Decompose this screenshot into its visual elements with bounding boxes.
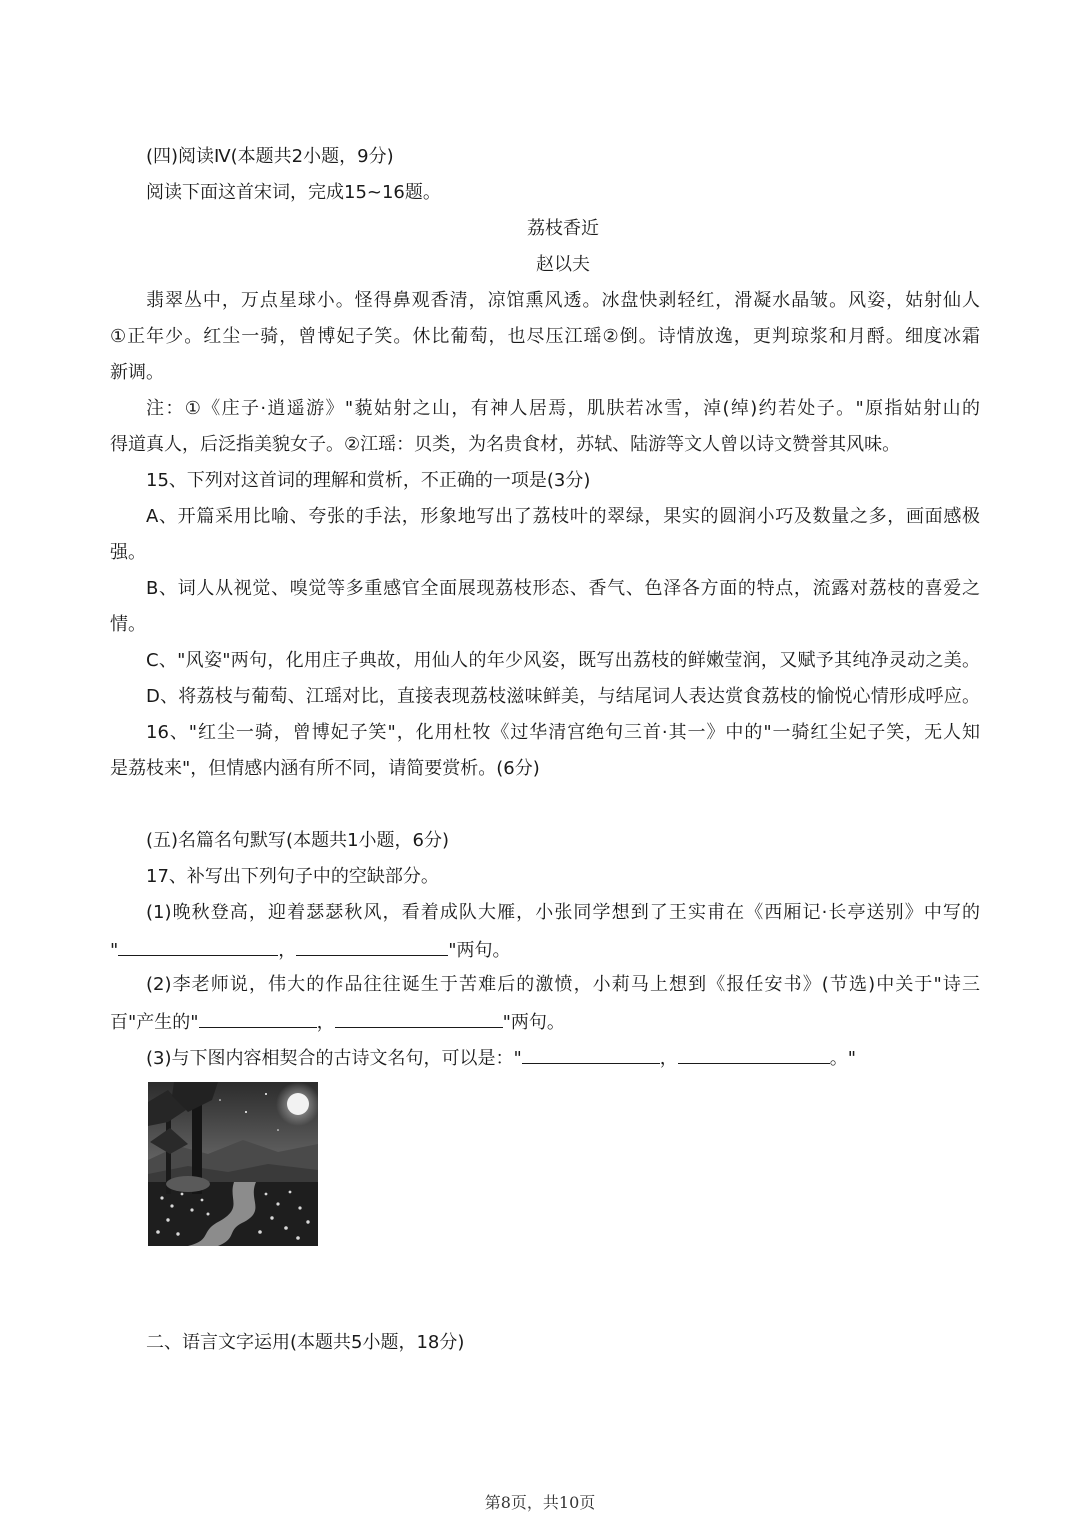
q15-option-c: C、"风姿"两句，化用庄子典故，用仙人的年少风姿，既写出荔枝的鲜嫩莹润，又赋予其纯净灵动之美。 bbox=[146, 650, 980, 671]
q15-option-a-line-1: A、开篇采用比喻、夸张的手法，形象地写出了荔枝叶的翠绿，果实的圆润小巧及数量之多，画面感极 bbox=[146, 506, 980, 527]
poem-author: 赵以夫 bbox=[536, 254, 590, 275]
poem-title: 荔枝香近 bbox=[527, 218, 599, 239]
q17-part1-line-2 bbox=[110, 937, 980, 963]
close-quote-text: "两句。 bbox=[502, 1012, 565, 1033]
section4-heading: (四)阅读Ⅳ(本题共2小题，9分) bbox=[146, 146, 394, 167]
q15-option-d: D、将荔枝与葡萄、江瑶对比，直接表现荔枝滋味鲜美，与结尾词人表达赏食荔枝的愉悦心情形成呼应。 bbox=[146, 686, 980, 707]
part2-heading: 二、语言文字运用(本题共5小题，18分) bbox=[146, 1332, 465, 1353]
poem-line-3: 新调。 bbox=[110, 362, 164, 383]
comma: ， bbox=[659, 1048, 678, 1069]
answer-blank[interactable] bbox=[335, 1009, 503, 1028]
close-quote-text: 。" bbox=[829, 1048, 857, 1069]
q17-part2-line-2 bbox=[110, 1009, 980, 1035]
comma: ， bbox=[316, 1012, 335, 1033]
q16-line-2: 是荔枝来"，但情感内涵有所不同，请简要赏析。(6分) bbox=[110, 758, 540, 779]
q17-stem: 17、补写出下列句子中的空缺部分。 bbox=[146, 866, 439, 887]
note-line-2: 得道真人，后泛指美貌女子。②江瑶：贝类，为名贵食材，苏轼、陆游等文人曾以诗文赞誉其风味。 bbox=[110, 434, 901, 455]
comma: ， bbox=[278, 940, 297, 961]
answer-blank[interactable] bbox=[199, 1009, 317, 1028]
poem-line-1: 翡翠丛中，万点星球小。怪得鼻观香清，凉馆熏风透。冰盘快剥轻红，滑凝水晶皱。风姿，姑射仙人 bbox=[146, 290, 980, 311]
q15-option-a-line-2: 强。 bbox=[110, 542, 146, 563]
q15-option-b-line-2: 情。 bbox=[110, 614, 146, 635]
note-line-1: 注：①《庄子·逍遥游》"藐姑射之山，有神人居焉，肌肤若冰雪，淖(绰)约若处子。"原指姑射山的 bbox=[146, 398, 980, 419]
night-landscape-image bbox=[148, 1082, 318, 1246]
open-quote: " bbox=[110, 940, 119, 961]
q15-stem: 15、下列对这首词的理解和赏析，不正确的一项是(3分) bbox=[146, 470, 591, 491]
q15-option-b-line-1: B、词人从视觉、嗅觉等多重感官全面展现荔枝形态、香气、色泽各方面的特点，流露对荔枝的喜爱之 bbox=[146, 578, 980, 599]
poem-line-2: ①正年少。红尘一骑，曾博妃子笑。休比葡萄，也尽压江瑶②倒。诗情放逸，更判琼浆和月酹。细度冰霜 bbox=[110, 326, 980, 347]
q17-part3-prompt: (3)与下图内容相契合的古诗文名句，可以是：" bbox=[146, 1048, 522, 1069]
close-quote-text: "两句。 bbox=[448, 940, 511, 961]
page-footer: 第8页，共10页 bbox=[484, 1493, 596, 1512]
open-quote-text: 百"产生的" bbox=[110, 1012, 199, 1033]
answer-blank[interactable] bbox=[678, 1045, 830, 1064]
answer-blank[interactable] bbox=[522, 1045, 660, 1064]
answer-blank[interactable] bbox=[118, 937, 278, 956]
q17-part1-line-1: (1)晚秋登高，迎着瑟瑟秋风，看着成队大雁，小张同学想到了王实甫在《西厢记·长亭送别》中写的 bbox=[146, 902, 980, 923]
section5-heading: (五)名篇名句默写(本题共1小题，6分) bbox=[146, 830, 449, 851]
q17-part2-line-1: (2)李老师说，伟大的作品往往诞生于苦难后的激愤，小莉马上想到《报任安书》(节选)中关于"诗三 bbox=[146, 974, 980, 995]
section4-instruction: 阅读下面这首宋词，完成15~16题。 bbox=[146, 182, 441, 203]
answer-blank[interactable] bbox=[296, 937, 448, 956]
q16-line-1: 16、"红尘一骑，曾博妃子笑"，化用杜牧《过华清宫绝句三首·其一》中的"一骑红尘妃子笑，无人知 bbox=[146, 722, 980, 743]
q17-part3 bbox=[146, 1045, 980, 1071]
